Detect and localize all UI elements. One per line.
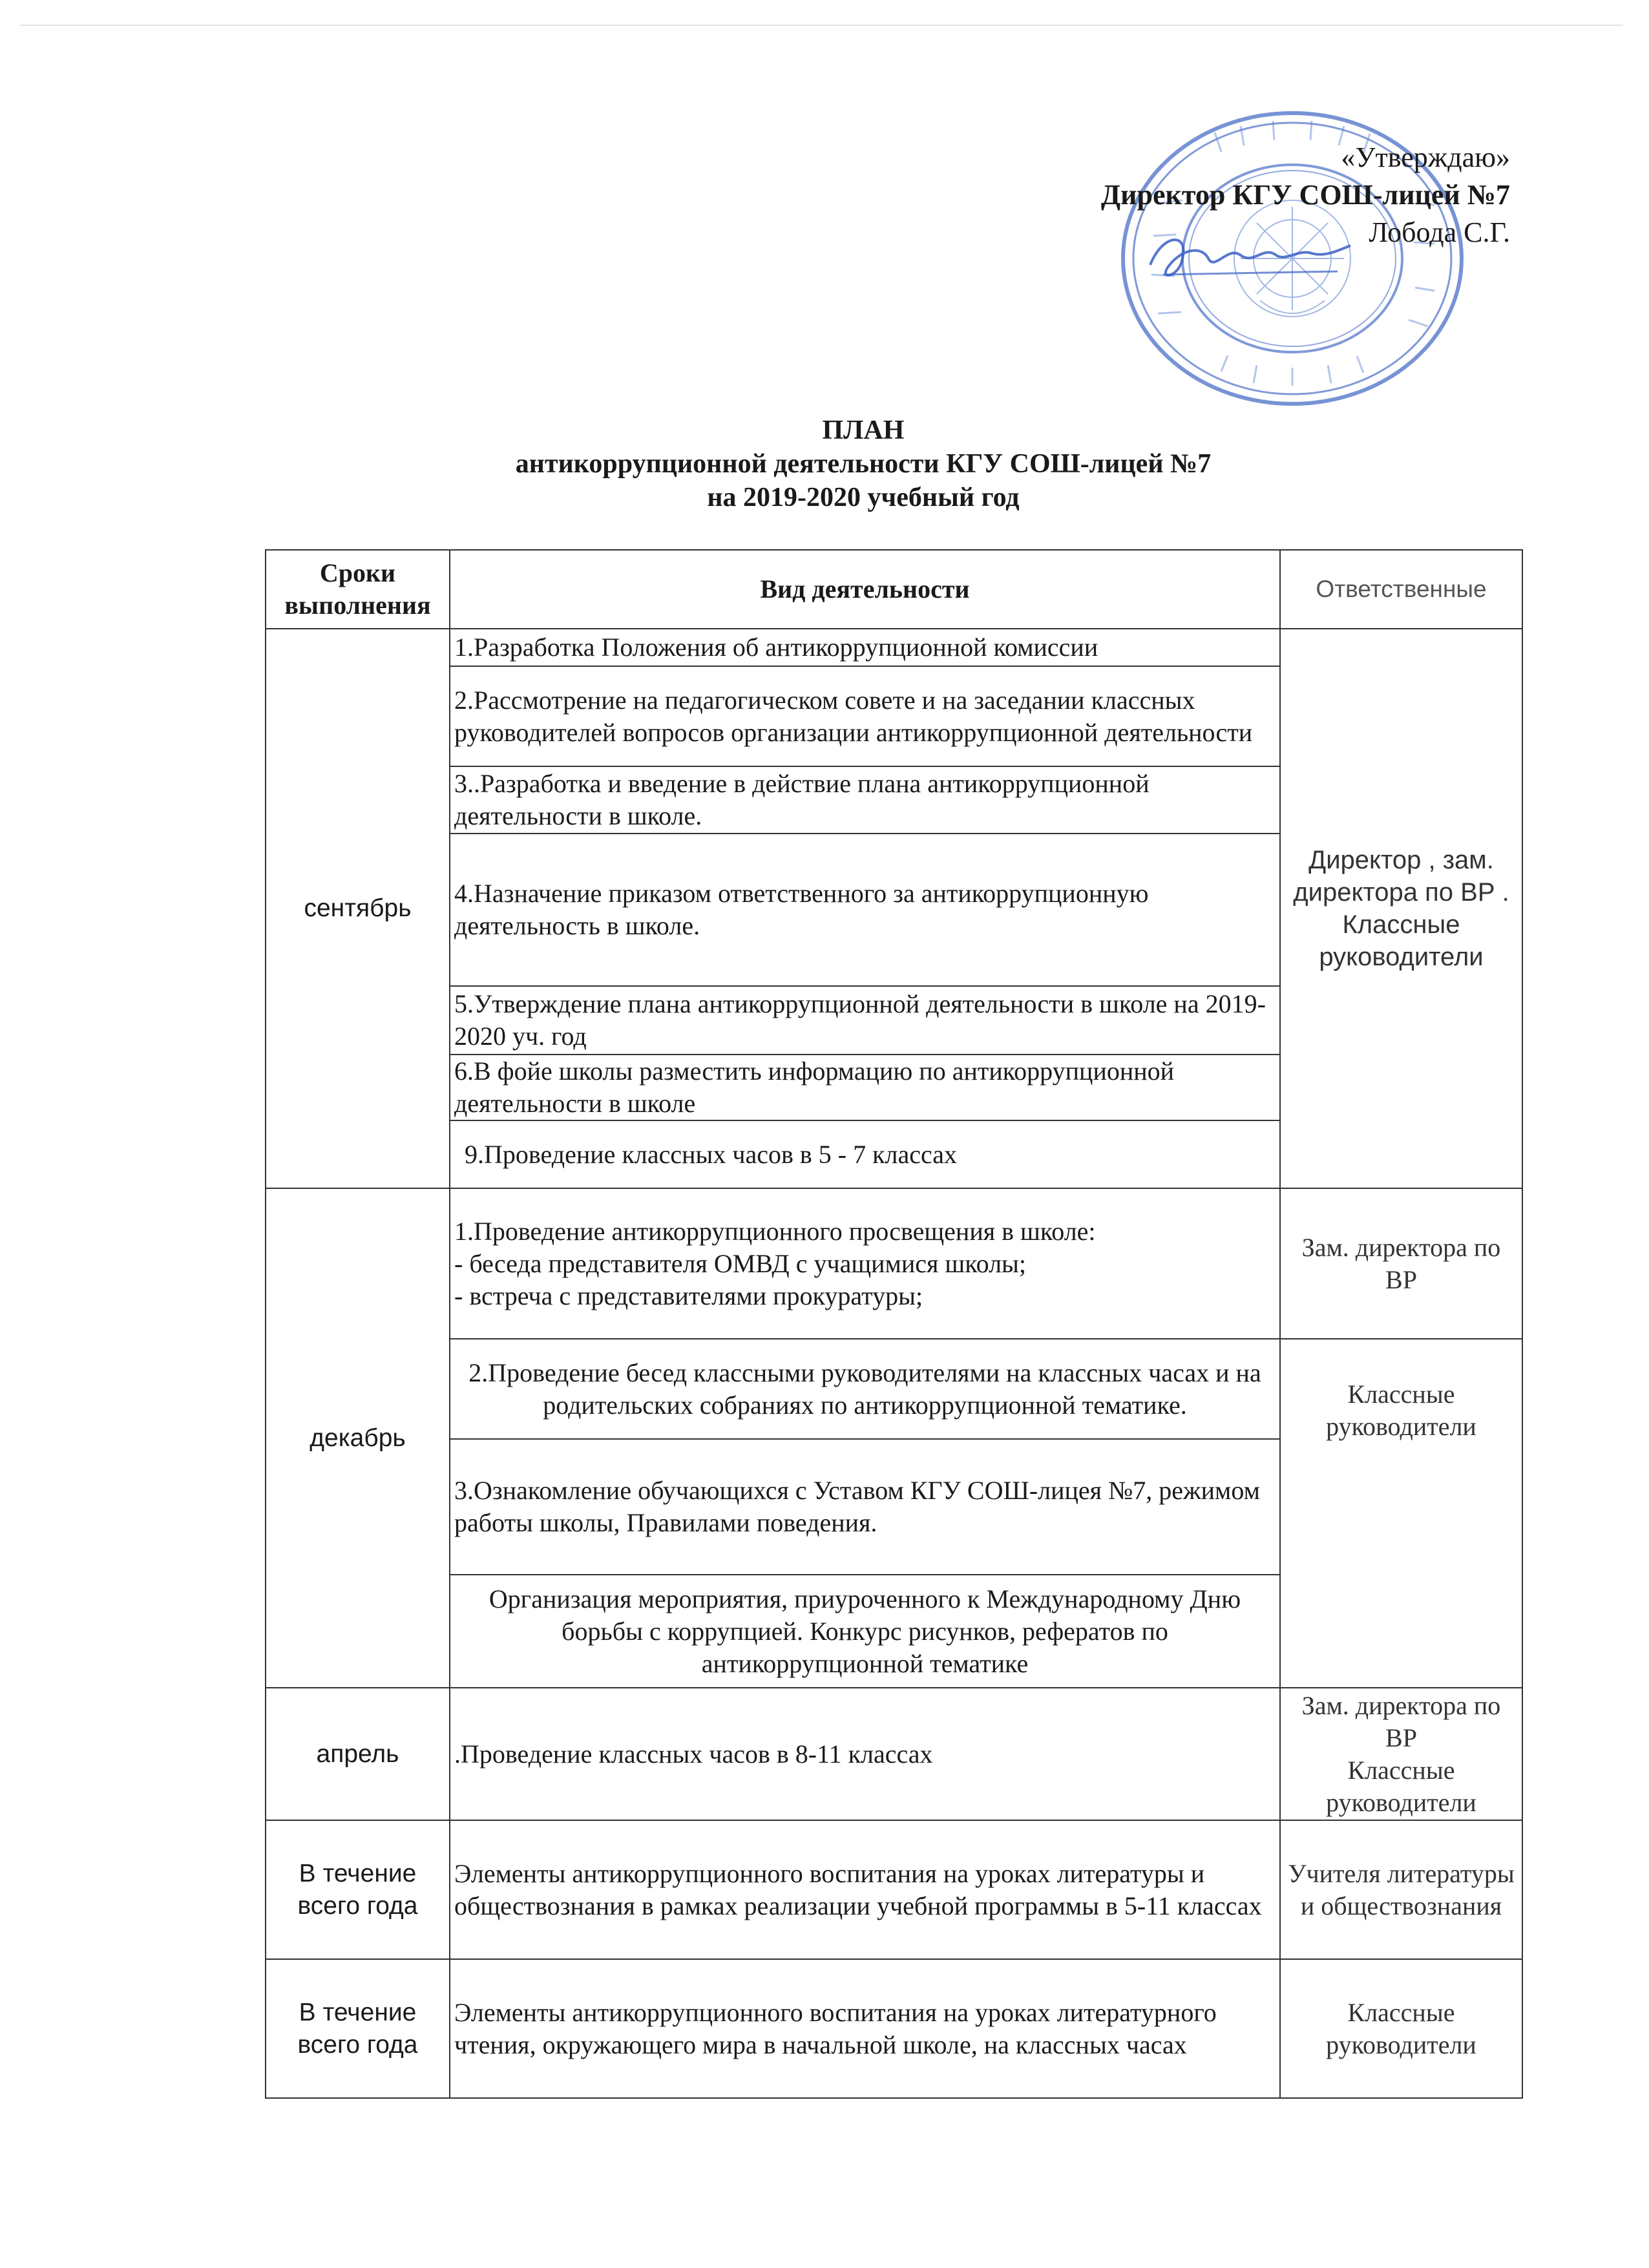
responsible-september: Директор , зам. директора по ВР . Классные руководители	[1280, 629, 1522, 1188]
activity-line: 1.Проведение антикоррупционного просвещения в школе:	[454, 1216, 1096, 1246]
document-title	[0, 414, 1649, 514]
responsible-line: Зам. директора по ВР	[1301, 1690, 1501, 1752]
header-responsible: Ответственные	[1280, 550, 1522, 629]
title-line-year: на 2019-2020 учебный год	[707, 483, 1020, 512]
activity-item: Элементы антикоррупционного воспитания на уроках литературы и обществознания в рамках реализации учебной программы в 5-11 классах	[450, 1820, 1280, 1959]
table-row	[266, 1959, 1522, 2098]
activity-item: Организация мероприятия, приуроченного к Международному Дню борьбы с коррупцией. Конкурс рисунков, рефератов по антикоррупционной тематике	[450, 1575, 1280, 1688]
term-whole-year: В течение всего года	[266, 1959, 450, 2098]
title-line-plan: ПЛАН	[822, 415, 905, 445]
term-april: апрель	[266, 1688, 450, 1820]
activity-item: 9.Проведение классных часов в 5 - 7 классах	[450, 1120, 1280, 1188]
responsible-year: Классные руководители	[1280, 1959, 1522, 2098]
activity-item: Элементы антикоррупционного воспитания на уроках литературного чтения, окружающего мира в начальной школе, на классных часах	[450, 1959, 1280, 2098]
activity-line: - беседа представителя ОМВД с учащимися школы;	[454, 1248, 1027, 1278]
page-top-edge	[19, 25, 1623, 26]
table-row	[266, 1339, 1522, 1439]
approval-position: Директор КГУ СОШ-лицей №7	[1100, 179, 1510, 211]
responsible-april	[1280, 1688, 1522, 1820]
activity-item: 6.В фойе школы разместить информацию по антикоррупционной деятельности в школе	[450, 1055, 1280, 1120]
table-row	[266, 1188, 1522, 1339]
responsible-year: Учителя литературы и обществознания	[1280, 1820, 1522, 1959]
term-december: декабрь	[266, 1188, 450, 1688]
approval-heading: «Утверждаю»	[1341, 142, 1510, 173]
responsible-line: Классные руководители	[1326, 1755, 1476, 1817]
activity-item: 4.Назначение приказом ответственного за антикоррупционную деятельность в школе.	[450, 834, 1280, 986]
table-header-row	[266, 550, 1522, 629]
responsible-december-teachers: Классные руководители	[1280, 1339, 1522, 1688]
activity-item: 1.Разработка Положения об антикоррупционной комиссии	[450, 629, 1280, 666]
activity-item: 2.Рассмотрение на педагогическом совете и на заседании классных руководителей вопросов организации антикоррупционной деятельности	[450, 666, 1280, 766]
term-september: сентябрь	[266, 629, 450, 1188]
activity-item: 2.Проведение бесед классными руководителями на классных часах и на родительских собраниях по антикоррупционной тематике.	[450, 1339, 1280, 1439]
activity-line: - встреча с представителями прокуратуры;	[454, 1281, 923, 1310]
activity-item: 3..Разработка и введение в действие плана антикоррупционной деятельности в школе.	[450, 766, 1280, 834]
activity-item: 5.Утверждение плана антикоррупционной деятельности в школе на 2019-2020 уч. год	[450, 986, 1280, 1055]
header-activity: Вид деятельности	[450, 550, 1280, 629]
title-line-subject: антикоррупционной деятельности КГУ СОШ-лицей №7	[515, 449, 1212, 479]
table-row	[266, 629, 1522, 666]
activity-item: .Проведение классных часов в 8-11 классах	[450, 1688, 1280, 1820]
table-row	[266, 1820, 1522, 1959]
approval-block	[929, 139, 1510, 251]
activity-item: 3.Ознакомление обучающихся с Уставом КГУ СОШ-лицея №7, режимом работы школы, Правилами поведения.	[450, 1439, 1280, 1575]
table-row	[266, 1688, 1522, 1820]
responsible-december-deputy: Зам. директора по ВР	[1280, 1188, 1522, 1339]
approval-director-name: Лобода С.Г.	[1369, 216, 1510, 248]
term-whole-year: В течение всего года	[266, 1820, 450, 1959]
plan-table	[265, 549, 1523, 2099]
header-term: Сроки выполнения	[266, 550, 450, 629]
activity-item-multiline	[450, 1188, 1280, 1339]
